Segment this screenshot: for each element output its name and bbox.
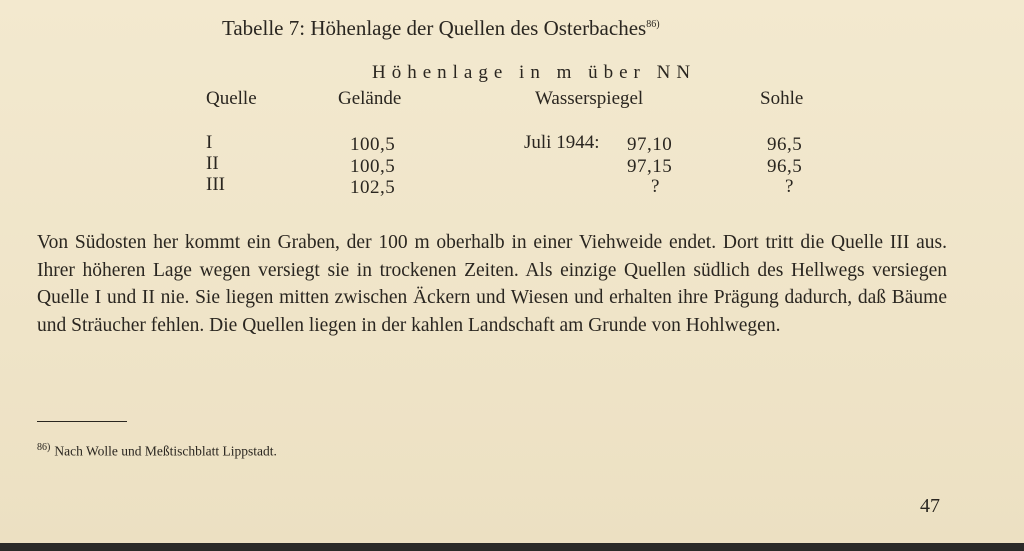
column-header-sohle: Sohle <box>760 88 804 109</box>
caption-footnote-ref: 86) <box>646 19 660 30</box>
footnote-text: Nach Wolle und Meßtischblatt Lippstadt. <box>54 443 277 459</box>
body-paragraph: Von Südosten her kommt ein Graben, der 100 m oberhalb in einer Viehweide endet. Dort tritt die Quelle III aus. Ihrer höheren Lage wegen versiegt sie in trockenen Zeiten. Als einzige Quellen südlich des Hellwegs versiegen Quelle I und II nie. Sie liegen mitten zwischen Äckern und Wiesen und erhalten ihre Prägung dadurch, daß Bäume und Sträucher fehlen. Die Quellen liegen in der kahlen Landschaft am Grunde von Hohlwegen. <box>37 232 947 336</box>
column-header-wasserspiegel: Wasserspiegel <box>535 88 644 109</box>
table-caption <box>222 16 660 41</box>
cell-gelaende: 102,5 <box>350 177 396 198</box>
footnote-divider <box>37 421 127 422</box>
cell-sohle: ? <box>785 176 794 197</box>
cell-wasserspiegel: 97,10 <box>627 134 673 155</box>
table-caption-text: Tabelle 7: Höhenlage der Quellen des Osterbaches <box>222 16 647 40</box>
cell-quelle: I <box>206 132 213 153</box>
cell-sohle: 96,5 <box>767 156 803 177</box>
cell-wasserspiegel-date: Juli 1944: <box>524 132 600 153</box>
column-header-gelaende: Gelände <box>338 88 402 109</box>
page-number: 47 <box>920 495 940 517</box>
footnote <box>37 442 277 460</box>
cell-wasserspiegel: ? <box>651 176 660 197</box>
cell-wasserspiegel: 97,15 <box>627 156 673 177</box>
table-span-header: Höhenlage in m über NN <box>372 62 697 83</box>
cell-quelle: III <box>206 174 225 195</box>
page-bottom-edge <box>0 543 1024 551</box>
column-header-quelle: Quelle <box>206 88 257 109</box>
cell-quelle: II <box>206 153 219 174</box>
footnote-marker: 86) <box>37 442 51 453</box>
cell-sohle: 96,5 <box>767 134 803 155</box>
cell-gelaende: 100,5 <box>350 156 396 177</box>
cell-gelaende: 100,5 <box>350 134 396 155</box>
